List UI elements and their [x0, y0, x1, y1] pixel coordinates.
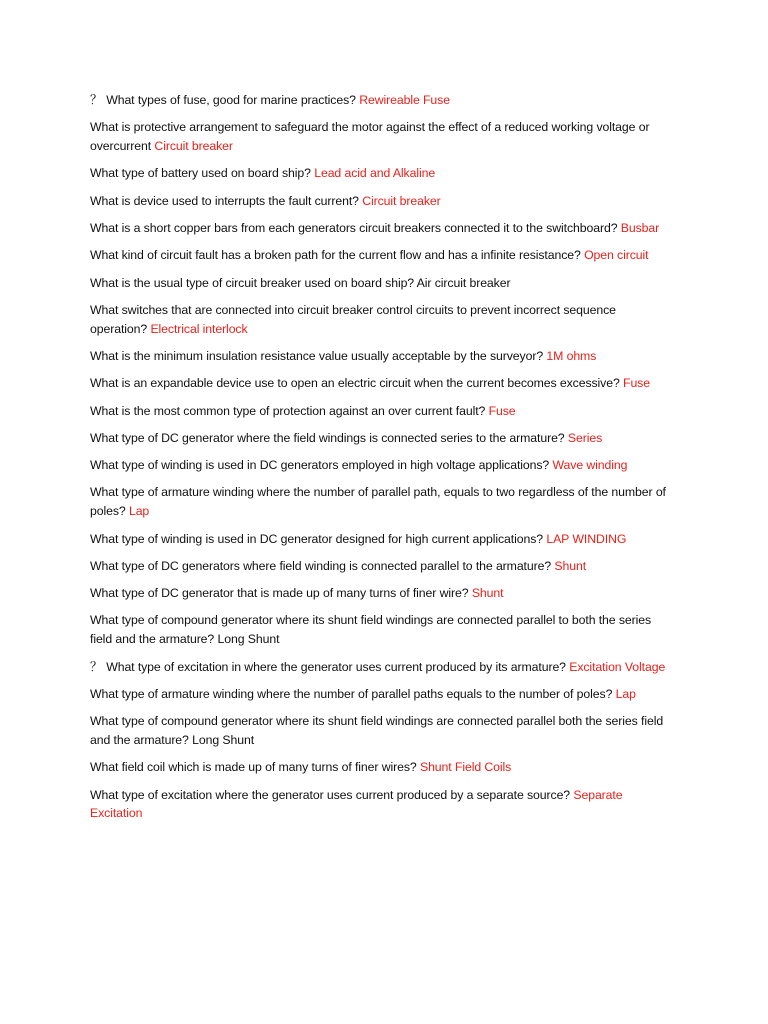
question-text: What is an expandable device use to open an electric circuit when the current becomes excessive? [90, 376, 624, 391]
question-text: What type of DC generators where field winding is connected parallel to the armature? [90, 558, 555, 573]
answer-text: LAP WINDING [546, 531, 627, 546]
qa-item-21 [90, 712, 672, 750]
question-text: What is the most common type of protection against an over current fault? [90, 403, 489, 418]
question-mark-glyph: ？ [90, 659, 103, 674]
answer-text: Shunt Field Coils [419, 760, 512, 775]
qa-item-20 [90, 685, 672, 704]
qa-item-1 [90, 91, 672, 110]
question-text: What type of armature winding where the number of parallel path, equals to two regardless of the number of poles? [90, 485, 666, 519]
qa-item-23 [90, 786, 672, 824]
question-text: What type of excitation in where the generator uses current produced by its armature? [106, 659, 570, 674]
qa-item-8 [90, 301, 672, 339]
answer-text: Fuse [623, 376, 650, 391]
question-mark-glyph: ？ [90, 93, 103, 107]
answer-text: Series [567, 430, 603, 445]
answer-text: Separate Excitation [90, 787, 623, 821]
question-text: What type of DC generator where the field windings is connected series to the armature? [90, 430, 568, 445]
question-text: What is device used to interrupts the fault current? [90, 193, 363, 208]
question-text: What type of winding is used in DC generators employed in high voltage applications? [90, 458, 553, 473]
answer-text: Lap [128, 504, 150, 519]
answer-text: Circuit breaker [154, 139, 233, 154]
question-text: What type of armature winding where the number of parallel paths equals to the number of poles? [90, 686, 616, 701]
answer-text: Shunt [554, 558, 587, 573]
question-text: What types of fuse, good for marine practices? [106, 93, 360, 107]
qa-item-5 [90, 219, 672, 238]
answer-text: Wave winding [552, 458, 628, 473]
qa-item-10 [90, 374, 672, 393]
qa-item-22 [90, 758, 672, 777]
qa-item-18 [90, 611, 672, 649]
qa-item-3 [90, 164, 672, 183]
qa-item-12 [90, 429, 672, 448]
qa-item-6 [90, 246, 672, 265]
question-text: What kind of circuit fault has a broken path for the current flow and has a infinite resistance? [90, 248, 585, 263]
answer-text: Fuse [488, 403, 516, 418]
qa-item-13 [90, 456, 672, 475]
qa-item-15 [90, 530, 672, 549]
question-text: What is the usual type of circuit breaker used on board ship? Air circuit breaker [90, 275, 511, 290]
question-text: What field coil which is made up of many turns of finer wires? [90, 760, 420, 775]
qa-item-9 [90, 347, 672, 366]
question-text: What is a short copper bars from each generators circuit breakers connected it to the switchboard? [90, 220, 621, 235]
question-text: What type of DC generator that is made up of many turns of finer wire? [90, 586, 472, 601]
question-text: What is the minimum insulation resistance value usually acceptable by the surveyor? [90, 348, 547, 363]
question-text: What type of winding is used in DC generator designed for high current applications? [90, 531, 547, 546]
question-text: What type of compound generator where its shunt field windings are connected parallel to both the series field and the armature? Long Shunt [90, 613, 652, 647]
answer-text: 1M ohms [546, 348, 597, 363]
qa-item-2 [90, 118, 672, 156]
answer-text: Open circuit [584, 248, 649, 263]
answer-text: Rewireable Fuse [359, 93, 450, 107]
answer-text: Circuit breaker [362, 193, 441, 208]
answer-text: Lap [615, 686, 636, 701]
answer-text: Shunt [471, 586, 504, 601]
question-text: What type of excitation where the generator uses current produced by a separate source? [90, 787, 574, 802]
qa-item-14 [90, 483, 672, 521]
question-text: What type of battery used on board ship? [90, 166, 315, 181]
answer-text: Electrical interlock [150, 321, 248, 336]
qa-item-16 [90, 557, 672, 576]
qa-item-19 [90, 658, 672, 677]
answer-text: Lead acid and Alkaline [314, 166, 436, 181]
qa-item-4 [90, 192, 672, 211]
qa-item-11 [90, 402, 672, 421]
answer-text: Busbar [620, 220, 660, 235]
qa-item-7 [90, 274, 672, 293]
question-text: What type of compound generator where its shunt field windings are connected parallel both the series field and the armature? Long Shunt [90, 714, 664, 747]
qa-item-17 [90, 584, 672, 603]
answer-text: Excitation Voltage [569, 659, 666, 674]
question-text: What switches that are connected into circuit breaker control circuits to prevent incorrect sequence operation? [90, 302, 616, 336]
question-text: What is protective arrangement to safeguard the motor against the effect of a reduced working voltage or overcurrent [90, 120, 650, 154]
